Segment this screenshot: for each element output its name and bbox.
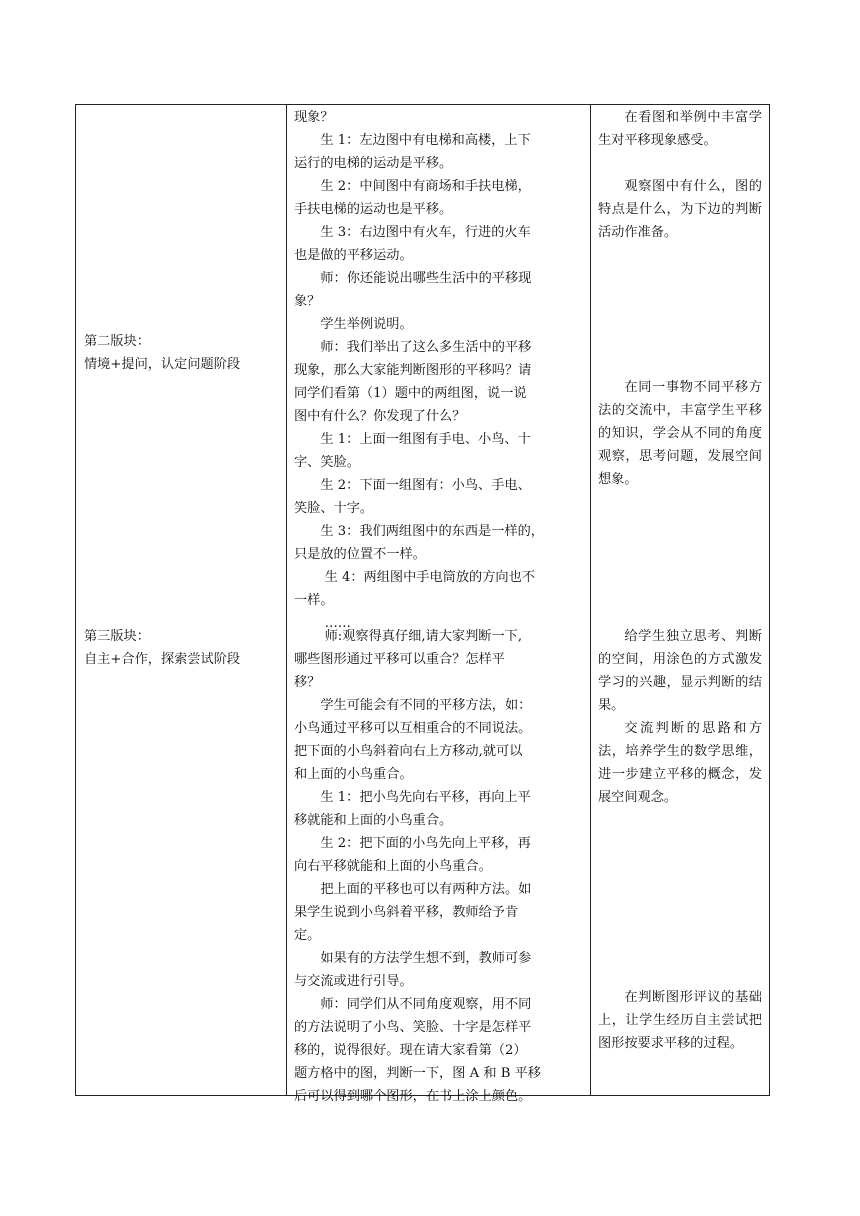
process-line: 定。 xyxy=(294,928,321,943)
process-line: 师：同学们从不同角度观察，用不同 xyxy=(294,997,532,1012)
design-note-2 xyxy=(598,175,762,244)
process-line: 手扶电梯的运动也是平移。 xyxy=(294,202,453,217)
design-note-6 xyxy=(598,986,762,1055)
process-line: 学生举例说明。 xyxy=(294,317,413,332)
design-note-4 xyxy=(598,625,762,717)
process-line: 运行的电梯的运动是平移。 xyxy=(294,156,453,171)
process-line: 小鸟通过平移可以互相重合的不同说法。 xyxy=(294,721,532,736)
column-divider-2 xyxy=(590,105,591,1095)
process-line: 同学们看第（1）题中的两组图，说一说 xyxy=(294,386,527,401)
process-line: 师：你还能说出哪些生活中的平移现 xyxy=(294,271,532,286)
process-line: 生 2：下面一组图有：小鸟、手电、 xyxy=(294,478,531,493)
stage-2-title: 第二版块： xyxy=(84,334,150,349)
stage-3-title: 第三版块： xyxy=(84,629,150,644)
process-line: 和上面的小鸟重合。 xyxy=(294,767,413,782)
process-line: 生 3：右边图中有火车，行进的火车 xyxy=(294,225,531,240)
note-2: 观察图中有什么，图的特点是什么，为下边的判断活动作准备。 xyxy=(598,179,762,240)
process-line: 只是放的位置不一样。 xyxy=(294,547,426,562)
process-line: 后可以得到哪个图形，在书上涂上颜色。 xyxy=(294,1089,532,1104)
process-line: 一样。 xyxy=(294,593,334,608)
process-line: 生 2：把下面的小鸟先向上平移，再 xyxy=(294,836,531,851)
process-line: 与交流或进行引导。 xyxy=(294,974,413,989)
note-3: 在同一事物不同平移方法的交流中，丰富学生平移的知识，学会从不同的角度观察，思考问题，发展空间想象。 xyxy=(598,380,762,487)
design-note-3 xyxy=(598,376,762,491)
process-line: 学生可能会有不同的平移方法，如： xyxy=(294,698,532,713)
process-line: 哪些图形通过平移可以重合？怎样平 xyxy=(294,652,505,667)
design-note-1 xyxy=(598,106,762,152)
process-line: 移的，说得很好。现在请大家看第（2） xyxy=(294,1043,527,1058)
stage-2-subtitle: 情境+提问，认定问题阶段 xyxy=(84,357,241,372)
process-text-a xyxy=(294,106,584,635)
note-1: 在看图和举例中丰富学生对平移现象感受。 xyxy=(598,110,762,148)
process-line: 生 1：上面一组图有手电、小鸟、十 xyxy=(294,432,531,447)
process-line: 师：我们举出了这么多生活中的平移 xyxy=(294,340,532,355)
process-line: 笑脸、十字。 xyxy=(294,501,374,516)
design-note-5 xyxy=(598,717,762,809)
process-line: 如果有的方法学生想不到，教师可参 xyxy=(294,951,532,966)
process-line: 现象，那么大家能判断图形的平移吗？请 xyxy=(294,363,532,378)
process-line: 现象？ xyxy=(294,110,334,125)
process-line: 生 2：中间图中有商场和手扶电梯， xyxy=(294,179,531,194)
process-line: 把上面的平移也可以有两种方法。如 xyxy=(294,882,532,897)
process-line: 把下面的小鸟斜着向右上方移动,就可以 xyxy=(294,744,523,759)
process-text-b xyxy=(294,625,584,1108)
stage-3-label xyxy=(84,625,280,671)
note-5: 交流判断的思路和方法，培养学生的数学思维，进一步建立平移的概念，发展空间观念。 xyxy=(598,721,762,805)
note-6: 在判断图形评议的基础上，让学生经历自主尝试把图形按要求平移的过程。 xyxy=(598,990,762,1051)
process-line: 象？ xyxy=(294,294,321,309)
process-line: 生 1：把小鸟先向右平移，再向上平 xyxy=(294,790,531,805)
process-line: 生 3：我们两组图中的东西是一样的， xyxy=(294,524,544,539)
process-line: 图中有什么？你发现了什么？ xyxy=(294,409,466,424)
lesson-table xyxy=(75,104,770,1104)
process-line: 生 1：左边图中有电梯和高楼，上下 xyxy=(294,133,531,148)
process-line: 向右平移就能和上面的小鸟重合。 xyxy=(294,859,492,874)
stage-2-label xyxy=(84,330,280,376)
process-line: 题方格中的图，判断一下，图 A 和 B 平移 xyxy=(294,1066,541,1081)
stage-3-subtitle: 自主+合作，探索尝试阶段 xyxy=(84,652,241,667)
process-line: …… xyxy=(294,616,351,631)
process-line: 字、笑脸。 xyxy=(294,455,360,470)
column-divider-1 xyxy=(286,105,287,1095)
note-4: 给学生独立思考、判断的空间，用涂色的方式激发学习的兴趣，显示判断的结果。 xyxy=(598,629,762,713)
process-line: 的方法说明了小鸟、笑脸、十字是怎样平 xyxy=(294,1020,532,1035)
process-line: 生 4：两组图中手电筒放的方向也不 xyxy=(294,570,535,585)
process-line: 也是做的平移运动。 xyxy=(294,248,413,263)
process-line: 移就能和上面的小鸟重合。 xyxy=(294,813,453,828)
process-line: 移？ xyxy=(294,675,321,690)
process-line: 师:观察得真仔细,请大家判断一下, xyxy=(294,629,523,644)
process-line: 果学生说到小鸟斜着平移，教师给予肯 xyxy=(294,905,519,920)
